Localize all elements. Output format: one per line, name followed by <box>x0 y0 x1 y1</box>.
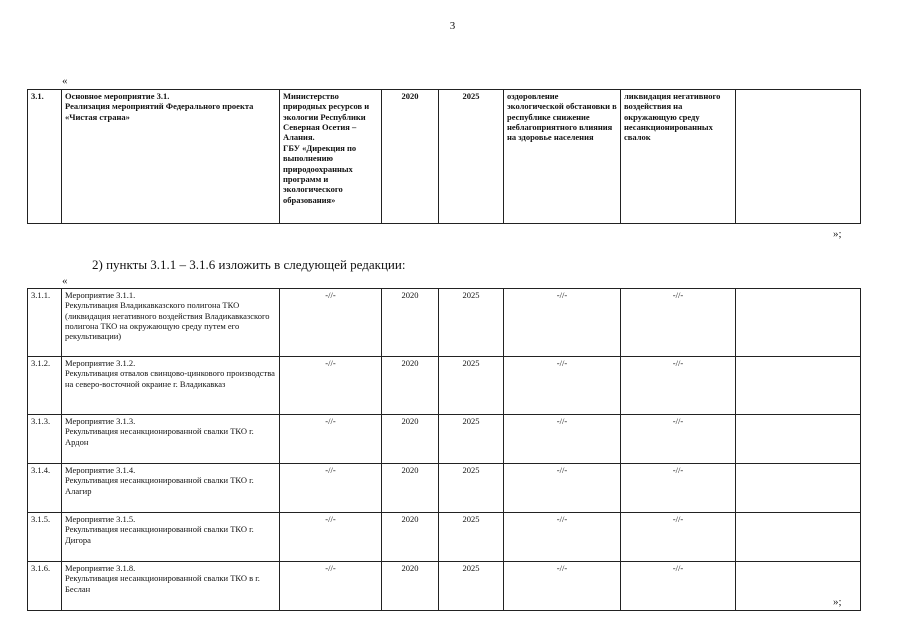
executor: -//- <box>280 357 382 415</box>
table-row <box>28 513 861 562</box>
activity-description: Рекультивация несанкционированной свалки ТКО г. Дигора <box>65 524 254 545</box>
open-quote: « <box>62 275 68 287</box>
end-year: 2025 <box>439 562 504 611</box>
table-row <box>28 415 861 464</box>
executor-ministry: Министерство природных ресурсов и экологии Республики Северная Осетия – Алания. <box>283 91 370 143</box>
extra-cell <box>736 90 861 224</box>
table-row <box>28 357 861 415</box>
expected-result: -//- <box>504 289 621 357</box>
activity-title: Мероприятие 3.1.1. <box>65 290 136 300</box>
activity-description: Рекультивация несанкционированной свалки ТКО г. Алагир <box>65 475 254 496</box>
section-heading: 2) пункты 3.1.1 – 3.1.6 изложить в следующей редакции: <box>92 257 406 272</box>
activity-cell <box>62 415 280 464</box>
activity-title: Мероприятие 3.1.8. <box>65 563 136 573</box>
close-quote: »; <box>833 228 842 240</box>
start-year: 2020 <box>382 513 439 562</box>
end-year: 2025 <box>439 415 504 464</box>
end-year: 2025 <box>439 464 504 513</box>
executor: -//- <box>280 415 382 464</box>
activity-description: Рекультивация отвалов свинцово-цинкового производства на северо-восточной окраине г. Владикавказ <box>65 368 275 389</box>
activity-title: Мероприятие 3.1.2. <box>65 358 136 368</box>
expected-result: -//- <box>504 562 621 611</box>
table-row <box>28 289 861 357</box>
table-activities <box>27 288 861 611</box>
activity-title: Мероприятие 3.1.4. <box>65 465 136 475</box>
extra-cell <box>736 513 861 562</box>
extra-cell <box>736 562 861 611</box>
effect: -//- <box>621 464 736 513</box>
executor: -//- <box>280 289 382 357</box>
end-year: 2025 <box>439 513 504 562</box>
activity-title: Основное мероприятие 3.1. <box>65 91 170 101</box>
activity-cell <box>62 357 280 415</box>
start-year: 2020 <box>382 562 439 611</box>
expected-result: оздоровление экологической обстановки в республике снижение неблагоприятного влияния на здоровье населения <box>504 90 621 224</box>
start-year: 2020 <box>382 415 439 464</box>
executor-cell <box>280 90 382 224</box>
activity-cell <box>62 90 280 224</box>
activity-cell <box>62 289 280 357</box>
row-number: 3.1.5. <box>28 513 62 562</box>
extra-cell <box>736 289 861 357</box>
activity-title: Мероприятие 3.1.3. <box>65 416 136 426</box>
effect: -//- <box>621 415 736 464</box>
row-number: 3.1.2. <box>28 357 62 415</box>
row-number: 3.1.1. <box>28 289 62 357</box>
row-number: 3.1.6. <box>28 562 62 611</box>
expected-result: -//- <box>504 357 621 415</box>
expected-result: -//- <box>504 415 621 464</box>
start-year: 2020 <box>382 357 439 415</box>
expected-result: -//- <box>504 464 621 513</box>
row-number: 3.1.3. <box>28 415 62 464</box>
expected-result: -//- <box>504 513 621 562</box>
end-year: 2025 <box>439 90 504 224</box>
activity-title: Мероприятие 3.1.5. <box>65 514 136 524</box>
activity-description: Рекультивация несанкционированной свалки ТКО г. Ардон <box>65 426 254 447</box>
executor-directorate: ГБУ «Дирекция по выполнению природоохранных программ и экологического образования» <box>283 142 357 205</box>
activity-cell <box>62 464 280 513</box>
executor: -//- <box>280 513 382 562</box>
table-row <box>28 90 861 224</box>
effect: -//- <box>621 289 736 357</box>
table-row <box>28 464 861 513</box>
effect: -//- <box>621 357 736 415</box>
close-quote: »; <box>833 596 842 608</box>
table-main-activity <box>27 89 861 224</box>
effect: -//- <box>621 513 736 562</box>
extra-cell <box>736 415 861 464</box>
activity-description: Реализация мероприятий Федерального проекта «Чистая страна» <box>65 101 254 122</box>
activity-description: Рекультивация Владикавказского полигона ТКО (ликвидация негативного воздействия Владикавказского полигона ТКО на окружающую среду путем его рекультивации) <box>65 300 270 342</box>
page-number: 3 <box>449 20 456 32</box>
end-year: 2025 <box>439 357 504 415</box>
open-quote: « <box>62 75 68 87</box>
end-year: 2025 <box>439 289 504 357</box>
start-year: 2020 <box>382 464 439 513</box>
table-row <box>28 562 861 611</box>
row-number: 3.1. <box>28 90 62 224</box>
effect: -//- <box>621 562 736 611</box>
executor: -//- <box>280 464 382 513</box>
activity-cell <box>62 562 280 611</box>
effect: ликвидация негативного воздействия на окружающую среду несанкционированных свалок <box>621 90 736 224</box>
activity-description: Рекультивация несанкционированной свалки ТКО в г. Беслан <box>65 573 260 594</box>
executor: -//- <box>280 562 382 611</box>
start-year: 2020 <box>382 90 439 224</box>
row-number: 3.1.4. <box>28 464 62 513</box>
extra-cell <box>736 464 861 513</box>
extra-cell <box>736 357 861 415</box>
activity-cell <box>62 513 280 562</box>
start-year: 2020 <box>382 289 439 357</box>
